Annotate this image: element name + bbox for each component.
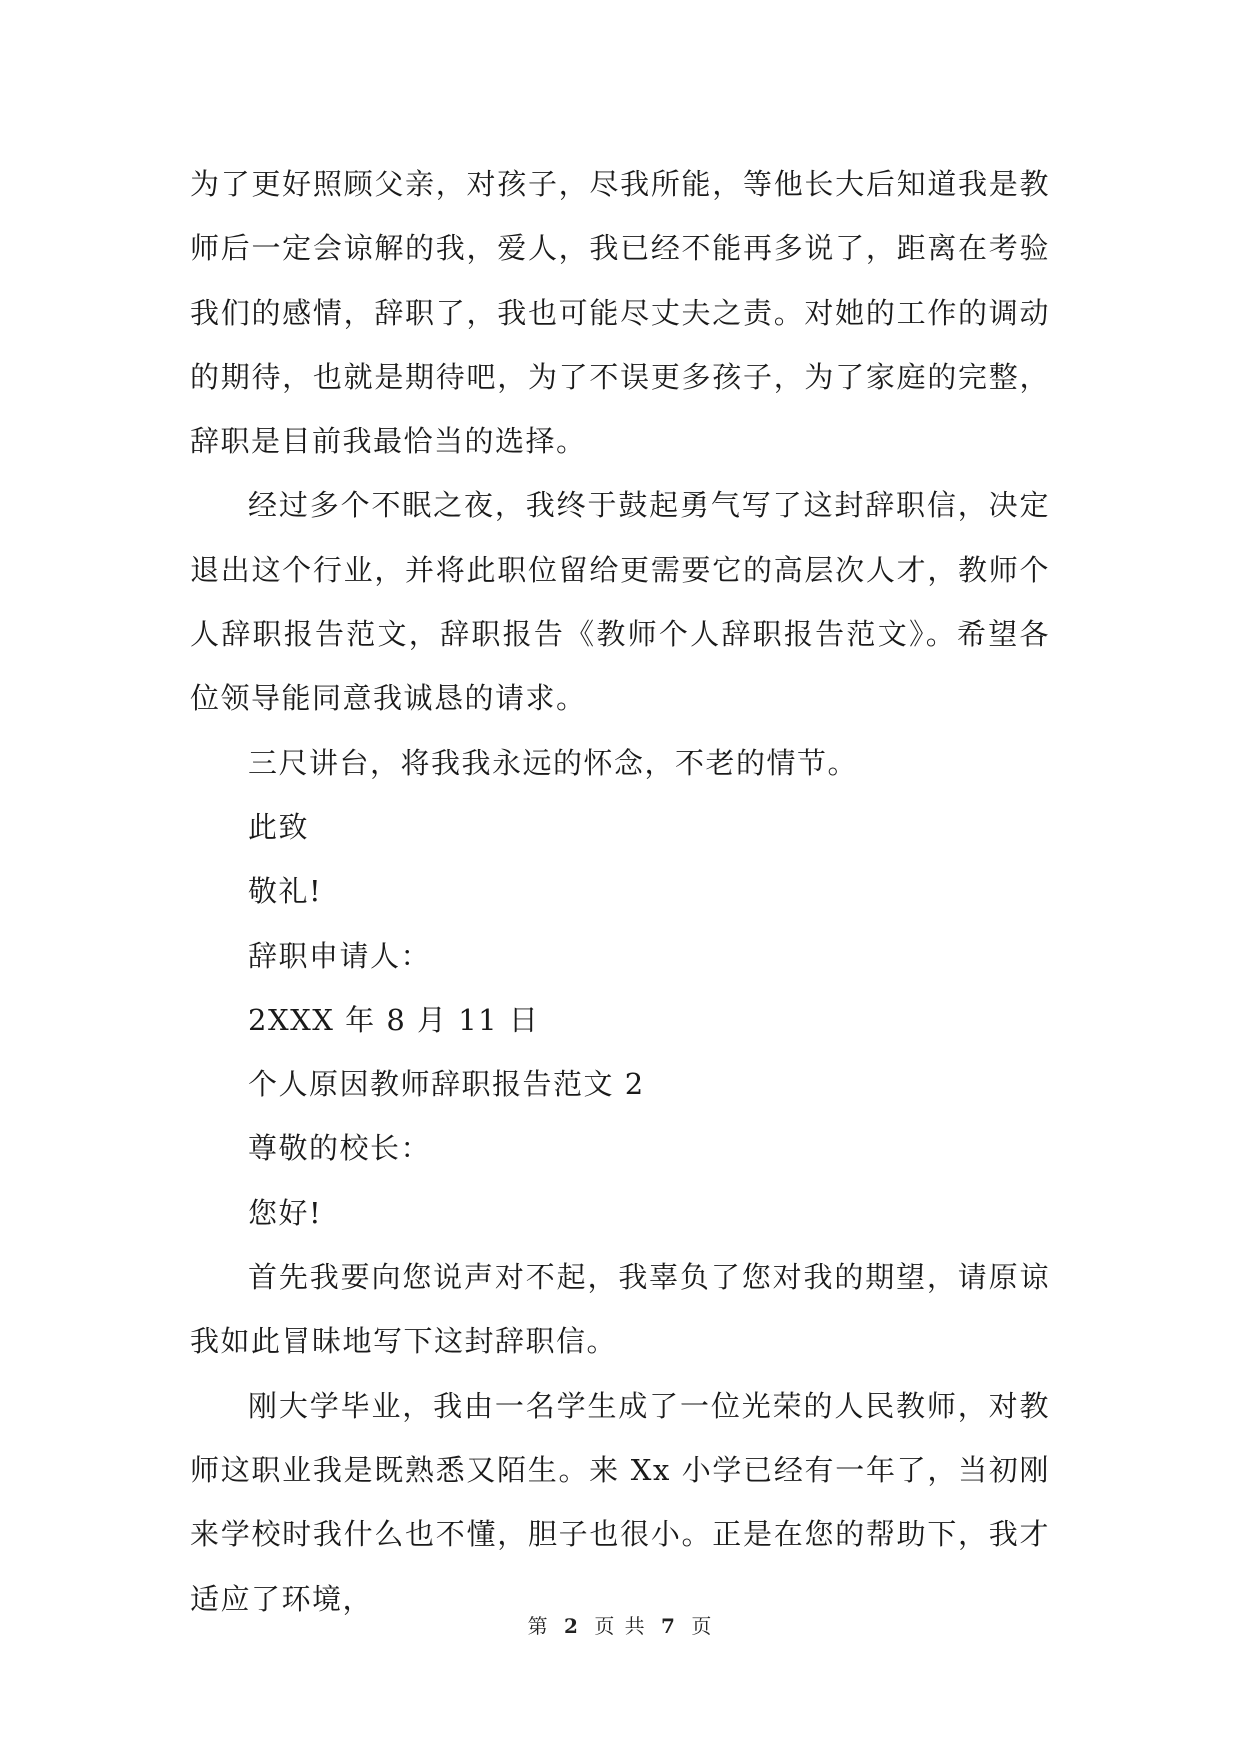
footer-total-pages: 7 — [661, 1614, 677, 1638]
paragraph-apology: 首先我要向您说声对不起，我辜负了您对我的期望，请原谅我如此冒昧地写下这封辞职信。 — [190, 1260, 1050, 1359]
section-title: 个人原因教师辞职报告范文 2 — [248, 1067, 645, 1102]
paragraph-3: 三尺讲台，将我我永远的怀念，不老的情节。 — [248, 745, 859, 780]
closing-regards: 敬礼! — [248, 874, 323, 909]
applicant-label: 辞职申请人： — [248, 938, 432, 973]
paragraph-1: 为了更好照顾父亲，对孩子，尽我所能，等他长大后知道我是教师后一定会谅解的我，爱人，我已经不能再多说了，距离在考验我们的感情，辞职了，我也可能尽丈夫之责。对她的工作的调动的期待，也就是期待吧，为了不误更多孩子，为了家庭的完整，辞职是目前我最恰当的选择。 — [190, 167, 1050, 459]
greeting-hello: 您好! — [248, 1195, 323, 1230]
page-footer — [0, 1610, 1241, 1639]
paragraph-background: 刚大学毕业，我由一名学生成了一位光荣的人民教师，对教师这职业我是既熟悉又陌生。来 Xx 小学已经有一年了，当初刚来学校时我什么也不懂，胆子也很小。正是在您的帮助下，我才适应了环境， — [190, 1388, 1050, 1616]
greeting-addressee: 尊敬的校长： — [248, 1131, 432, 1166]
closing-salutation: 此致 — [248, 809, 310, 844]
paragraph-2: 经过多个不眠之夜，我终于鼓起勇气写了这封辞职信，决定退出这个行业，并将此职位留给更需要它的高层次人才，教师个人辞职报告范文，辞职报告《教师个人辞职报告范文》。希望各位领导能同意我诚恳的请求。 — [190, 488, 1050, 716]
footer-suffix: 页 — [691, 1614, 714, 1638]
footer-current-page: 2 — [564, 1614, 580, 1638]
footer-middle: 页 共 — [594, 1614, 647, 1638]
footer-prefix: 第 — [527, 1614, 550, 1638]
letter-date: 2XXX 年 8 月 11 日 — [248, 1002, 540, 1037]
document-body — [190, 152, 1050, 1631]
